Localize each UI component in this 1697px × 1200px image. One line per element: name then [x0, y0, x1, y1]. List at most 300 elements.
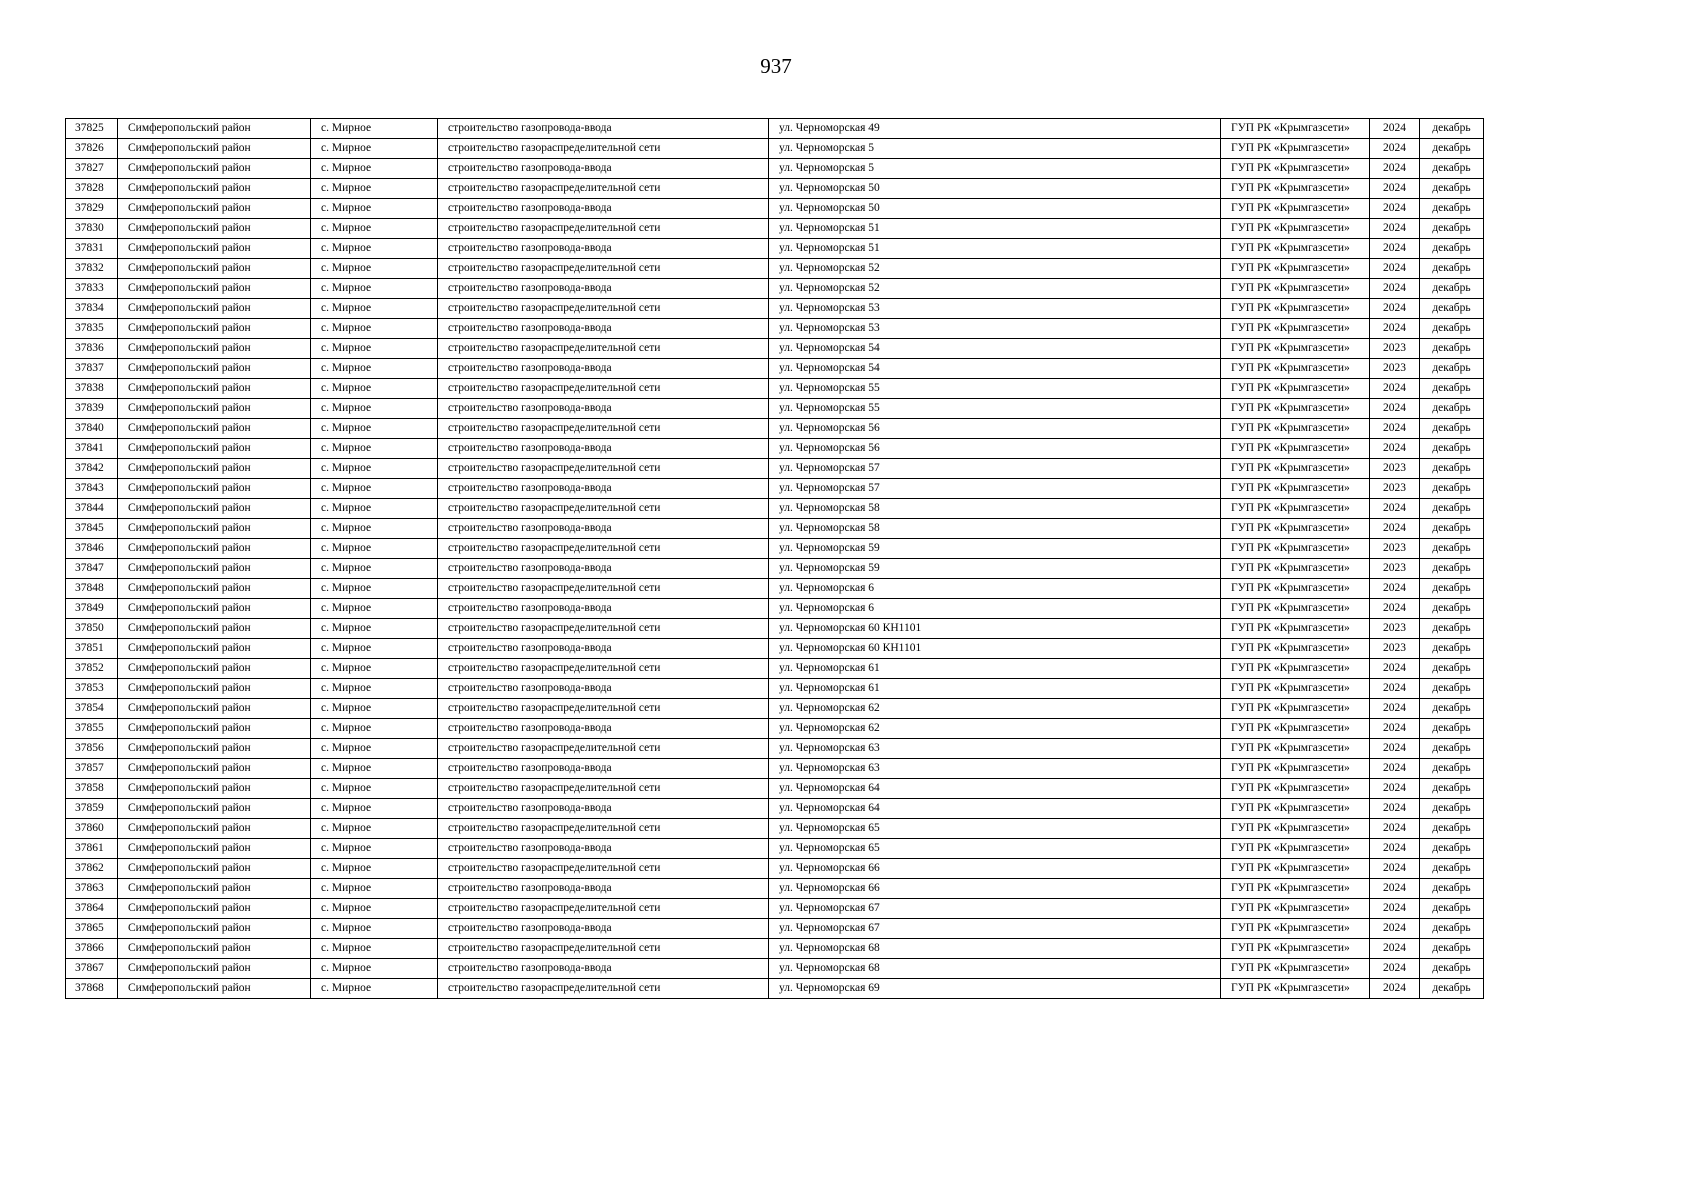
work-type-cell: строительство газопровода-ввода [438, 279, 769, 299]
row-number-cell: 37859 [66, 799, 118, 819]
month-cell: декабрь [1420, 379, 1484, 399]
work-type-cell: строительство газораспределительной сети [438, 619, 769, 639]
address-cell: ул. Черноморская 49 [769, 119, 1221, 139]
district-cell: Симферопольский район [118, 179, 311, 199]
district-cell: Симферопольский район [118, 379, 311, 399]
district-cell: Симферопольский район [118, 839, 311, 859]
work-type-cell: строительство газопровода-ввода [438, 679, 769, 699]
settlement-cell: с. Мирное [311, 459, 438, 479]
address-cell: ул. Черноморская 5 [769, 159, 1221, 179]
table-row [66, 539, 1484, 559]
district-cell: Симферопольский район [118, 159, 311, 179]
register-body [66, 119, 1484, 999]
year-cell: 2024 [1370, 819, 1420, 839]
row-number-cell: 37845 [66, 519, 118, 539]
row-number-cell: 37861 [66, 839, 118, 859]
district-cell: Симферопольский район [118, 799, 311, 819]
executor-cell: ГУП РК «Крымгазсети» [1221, 899, 1370, 919]
month-cell: декабрь [1420, 119, 1484, 139]
table-row [66, 179, 1484, 199]
row-number-cell: 37855 [66, 719, 118, 739]
month-cell: декабрь [1420, 579, 1484, 599]
settlement-cell: с. Мирное [311, 539, 438, 559]
settlement-cell: с. Мирное [311, 199, 438, 219]
district-cell: Симферопольский район [118, 899, 311, 919]
table-row [66, 639, 1484, 659]
row-number-cell: 37825 [66, 119, 118, 139]
table-row [66, 159, 1484, 179]
district-cell: Симферопольский район [118, 579, 311, 599]
executor-cell: ГУП РК «Крымгазсети» [1221, 799, 1370, 819]
settlement-cell: с. Мирное [311, 319, 438, 339]
year-cell: 2024 [1370, 859, 1420, 879]
settlement-cell: с. Мирное [311, 119, 438, 139]
settlement-cell: с. Мирное [311, 339, 438, 359]
year-cell: 2024 [1370, 659, 1420, 679]
work-type-cell: строительство газопровода-ввода [438, 759, 769, 779]
settlement-cell: с. Мирное [311, 279, 438, 299]
year-cell: 2024 [1370, 979, 1420, 999]
row-number-cell: 37827 [66, 159, 118, 179]
table-row [66, 459, 1484, 479]
executor-cell: ГУП РК «Крымгазсети» [1221, 439, 1370, 459]
row-number-cell: 37828 [66, 179, 118, 199]
district-cell: Симферопольский район [118, 279, 311, 299]
work-type-cell: строительство газораспределительной сети [438, 299, 769, 319]
settlement-cell: с. Мирное [311, 659, 438, 679]
address-cell: ул. Черноморская 64 [769, 799, 1221, 819]
table-row [66, 199, 1484, 219]
table-row [66, 259, 1484, 279]
table-row [66, 439, 1484, 459]
year-cell: 2024 [1370, 879, 1420, 899]
settlement-cell: с. Мирное [311, 799, 438, 819]
table-row [66, 559, 1484, 579]
row-number-cell: 37830 [66, 219, 118, 239]
year-cell: 2024 [1370, 779, 1420, 799]
executor-cell: ГУП РК «Крымгазсети» [1221, 619, 1370, 639]
executor-cell: ГУП РК «Крымгазсети» [1221, 179, 1370, 199]
work-type-cell: строительство газопровода-ввода [438, 559, 769, 579]
table-row [66, 319, 1484, 339]
address-cell: ул. Черноморская 50 [769, 199, 1221, 219]
row-number-cell: 37839 [66, 399, 118, 419]
month-cell: декабрь [1420, 279, 1484, 299]
work-type-cell: строительство газораспределительной сети [438, 259, 769, 279]
work-type-cell: строительство газораспределительной сети [438, 939, 769, 959]
settlement-cell: с. Мирное [311, 439, 438, 459]
executor-cell: ГУП РК «Крымгазсети» [1221, 459, 1370, 479]
address-cell: ул. Черноморская 56 [769, 419, 1221, 439]
settlement-cell: с. Мирное [311, 839, 438, 859]
district-cell: Симферопольский район [118, 659, 311, 679]
work-type-cell: строительство газопровода-ввода [438, 399, 769, 419]
settlement-cell: с. Мирное [311, 399, 438, 419]
table-row [66, 759, 1484, 779]
district-cell: Симферопольский район [118, 519, 311, 539]
address-cell: ул. Черноморская 6 [769, 579, 1221, 599]
month-cell: декабрь [1420, 979, 1484, 999]
work-type-cell: строительство газораспределительной сети [438, 379, 769, 399]
executor-cell: ГУП РК «Крымгазсети» [1221, 379, 1370, 399]
settlement-cell: с. Мирное [311, 379, 438, 399]
settlement-cell: с. Мирное [311, 519, 438, 539]
row-number-cell: 37829 [66, 199, 118, 219]
address-cell: ул. Черноморская 58 [769, 499, 1221, 519]
executor-cell: ГУП РК «Крымгазсети» [1221, 339, 1370, 359]
address-cell: ул. Черноморская 57 [769, 459, 1221, 479]
district-cell: Симферопольский район [118, 779, 311, 799]
address-cell: ул. Черноморская 53 [769, 319, 1221, 339]
year-cell: 2024 [1370, 399, 1420, 419]
work-type-cell: строительство газораспределительной сети [438, 899, 769, 919]
executor-cell: ГУП РК «Крымгазсети» [1221, 599, 1370, 619]
work-type-cell: строительство газопровода-ввода [438, 519, 769, 539]
table-row [66, 679, 1484, 699]
settlement-cell: с. Мирное [311, 499, 438, 519]
address-cell: ул. Черноморская 62 [769, 719, 1221, 739]
month-cell: декабрь [1420, 239, 1484, 259]
year-cell: 2024 [1370, 319, 1420, 339]
row-number-cell: 37833 [66, 279, 118, 299]
work-type-cell: строительство газопровода-ввода [438, 839, 769, 859]
month-cell: декабрь [1420, 839, 1484, 859]
row-number-cell: 37853 [66, 679, 118, 699]
executor-cell: ГУП РК «Крымгазсети» [1221, 499, 1370, 519]
month-cell: декабрь [1420, 319, 1484, 339]
work-type-cell: строительство газораспределительной сети [438, 499, 769, 519]
table-row [66, 119, 1484, 139]
table-row [66, 919, 1484, 939]
address-cell: ул. Черноморская 61 [769, 679, 1221, 699]
work-type-cell: строительство газопровода-ввода [438, 639, 769, 659]
row-number-cell: 37848 [66, 579, 118, 599]
settlement-cell: с. Мирное [311, 259, 438, 279]
work-type-cell: строительство газопровода-ввода [438, 119, 769, 139]
row-number-cell: 37844 [66, 499, 118, 519]
year-cell: 2024 [1370, 159, 1420, 179]
row-number-cell: 37846 [66, 539, 118, 559]
row-number-cell: 37868 [66, 979, 118, 999]
year-cell: 2024 [1370, 199, 1420, 219]
address-cell: ул. Черноморская 52 [769, 279, 1221, 299]
district-cell: Симферопольский район [118, 199, 311, 219]
work-type-cell: строительство газопровода-ввода [438, 919, 769, 939]
address-cell: ул. Черноморская 60 КН1101 [769, 639, 1221, 659]
address-cell: ул. Черноморская 63 [769, 759, 1221, 779]
settlement-cell: с. Мирное [311, 759, 438, 779]
executor-cell: ГУП РК «Крымгазсети» [1221, 479, 1370, 499]
month-cell: декабрь [1420, 399, 1484, 419]
address-cell: ул. Черноморская 51 [769, 239, 1221, 259]
row-number-cell: 37841 [66, 439, 118, 459]
row-number-cell: 37843 [66, 479, 118, 499]
row-number-cell: 37857 [66, 759, 118, 779]
settlement-cell: с. Мирное [311, 159, 438, 179]
district-cell: Симферопольский район [118, 419, 311, 439]
work-type-cell: строительство газопровода-ввода [438, 719, 769, 739]
district-cell: Симферопольский район [118, 459, 311, 479]
executor-cell: ГУП РК «Крымгазсети» [1221, 259, 1370, 279]
work-type-cell: строительство газопровода-ввода [438, 359, 769, 379]
work-type-cell: строительство газораспределительной сети [438, 419, 769, 439]
district-cell: Симферопольский район [118, 739, 311, 759]
table-row [66, 619, 1484, 639]
year-cell: 2024 [1370, 799, 1420, 819]
work-type-cell: строительство газопровода-ввода [438, 159, 769, 179]
month-cell: декабрь [1420, 799, 1484, 819]
executor-cell: ГУП РК «Крымгазсети» [1221, 119, 1370, 139]
row-number-cell: 37863 [66, 879, 118, 899]
row-number-cell: 37856 [66, 739, 118, 759]
settlement-cell: с. Мирное [311, 899, 438, 919]
address-cell: ул. Черноморская 59 [769, 539, 1221, 559]
table-row [66, 419, 1484, 439]
settlement-cell: с. Мирное [311, 739, 438, 759]
settlement-cell: с. Мирное [311, 699, 438, 719]
year-cell: 2024 [1370, 679, 1420, 699]
district-cell: Симферопольский район [118, 219, 311, 239]
month-cell: декабрь [1420, 559, 1484, 579]
year-cell: 2024 [1370, 919, 1420, 939]
address-cell: ул. Черноморская 50 [769, 179, 1221, 199]
address-cell: ул. Черноморская 55 [769, 379, 1221, 399]
month-cell: декабрь [1420, 859, 1484, 879]
address-cell: ул. Черноморская 61 [769, 659, 1221, 679]
month-cell: декабрь [1420, 639, 1484, 659]
row-number-cell: 37851 [66, 639, 118, 659]
month-cell: декабрь [1420, 499, 1484, 519]
executor-cell: ГУП РК «Крымгазсети» [1221, 939, 1370, 959]
address-cell: ул. Черноморская 64 [769, 779, 1221, 799]
row-number-cell: 37835 [66, 319, 118, 339]
year-cell: 2024 [1370, 439, 1420, 459]
settlement-cell: с. Мирное [311, 139, 438, 159]
settlement-cell: с. Мирное [311, 719, 438, 739]
row-number-cell: 37854 [66, 699, 118, 719]
district-cell: Симферопольский район [118, 619, 311, 639]
year-cell: 2024 [1370, 579, 1420, 599]
table-row [66, 939, 1484, 959]
row-number-cell: 37826 [66, 139, 118, 159]
settlement-cell: с. Мирное [311, 239, 438, 259]
address-cell: ул. Черноморская 67 [769, 919, 1221, 939]
year-cell: 2024 [1370, 499, 1420, 519]
district-cell: Симферопольский район [118, 439, 311, 459]
address-cell: ул. Черноморская 66 [769, 859, 1221, 879]
executor-cell: ГУП РК «Крымгазсети» [1221, 559, 1370, 579]
executor-cell: ГУП РК «Крымгазсети» [1221, 659, 1370, 679]
district-cell: Симферопольский район [118, 719, 311, 739]
address-cell: ул. Черноморская 59 [769, 559, 1221, 579]
executor-cell: ГУП РК «Крымгазсети» [1221, 719, 1370, 739]
month-cell: декабрь [1420, 959, 1484, 979]
month-cell: декабрь [1420, 699, 1484, 719]
year-cell: 2024 [1370, 959, 1420, 979]
work-type-cell: строительство газораспределительной сети [438, 699, 769, 719]
district-cell: Симферопольский район [118, 599, 311, 619]
month-cell: декабрь [1420, 519, 1484, 539]
executor-cell: ГУП РК «Крымгазсети» [1221, 279, 1370, 299]
year-cell: 2024 [1370, 719, 1420, 739]
year-cell: 2024 [1370, 419, 1420, 439]
settlement-cell: с. Мирное [311, 879, 438, 899]
row-number-cell: 37850 [66, 619, 118, 639]
district-cell: Симферопольский район [118, 339, 311, 359]
address-cell: ул. Черноморская 51 [769, 219, 1221, 239]
row-number-cell: 37858 [66, 779, 118, 799]
district-cell: Симферопольский район [118, 699, 311, 719]
row-number-cell: 37865 [66, 919, 118, 939]
table-row [66, 479, 1484, 499]
table-row [66, 899, 1484, 919]
district-cell: Симферопольский район [118, 139, 311, 159]
year-cell: 2024 [1370, 299, 1420, 319]
work-type-cell: строительство газораспределительной сети [438, 539, 769, 559]
table-row [66, 739, 1484, 759]
year-cell: 2023 [1370, 619, 1420, 639]
month-cell: декабрь [1420, 219, 1484, 239]
district-cell: Симферопольский район [118, 119, 311, 139]
month-cell: декабрь [1420, 879, 1484, 899]
row-number-cell: 37849 [66, 599, 118, 619]
settlement-cell: с. Мирное [311, 559, 438, 579]
executor-cell: ГУП РК «Крымгазсети» [1221, 679, 1370, 699]
month-cell: декабрь [1420, 479, 1484, 499]
executor-cell: ГУП РК «Крымгазсети» [1221, 139, 1370, 159]
year-cell: 2024 [1370, 259, 1420, 279]
executor-cell: ГУП РК «Крымгазсети» [1221, 219, 1370, 239]
settlement-cell: с. Мирное [311, 419, 438, 439]
address-cell: ул. Черноморская 57 [769, 479, 1221, 499]
district-cell: Симферопольский район [118, 499, 311, 519]
year-cell: 2023 [1370, 639, 1420, 659]
year-cell: 2023 [1370, 479, 1420, 499]
executor-cell: ГУП РК «Крымгазсети» [1221, 359, 1370, 379]
district-cell: Симферопольский район [118, 559, 311, 579]
work-type-cell: строительство газопровода-ввода [438, 479, 769, 499]
district-cell: Симферопольский район [118, 879, 311, 899]
address-cell: ул. Черноморская 68 [769, 939, 1221, 959]
work-type-cell: строительство газопровода-ввода [438, 439, 769, 459]
month-cell: декабрь [1420, 619, 1484, 639]
month-cell: декабрь [1420, 759, 1484, 779]
executor-cell: ГУП РК «Крымгазсети» [1221, 519, 1370, 539]
executor-cell: ГУП РК «Крымгазсети» [1221, 239, 1370, 259]
district-cell: Симферопольский район [118, 299, 311, 319]
district-cell: Симферопольский район [118, 979, 311, 999]
address-cell: ул. Черноморская 54 [769, 359, 1221, 379]
settlement-cell: с. Мирное [311, 819, 438, 839]
year-cell: 2024 [1370, 239, 1420, 259]
month-cell: декабрь [1420, 339, 1484, 359]
year-cell: 2023 [1370, 359, 1420, 379]
row-number-cell: 37834 [66, 299, 118, 319]
month-cell: декабрь [1420, 439, 1484, 459]
month-cell: декабрь [1420, 159, 1484, 179]
work-type-cell: строительство газопровода-ввода [438, 599, 769, 619]
year-cell: 2023 [1370, 559, 1420, 579]
settlement-cell: с. Мирное [311, 359, 438, 379]
year-cell: 2023 [1370, 539, 1420, 559]
work-type-cell: строительство газораспределительной сети [438, 219, 769, 239]
table-row [66, 719, 1484, 739]
district-cell: Симферопольский район [118, 479, 311, 499]
executor-cell: ГУП РК «Крымгазсети» [1221, 779, 1370, 799]
district-cell: Симферопольский район [118, 639, 311, 659]
table-row [66, 299, 1484, 319]
table-row [66, 579, 1484, 599]
executor-cell: ГУП РК «Крымгазсети» [1221, 959, 1370, 979]
executor-cell: ГУП РК «Крымгазсети» [1221, 199, 1370, 219]
district-cell: Симферопольский район [118, 959, 311, 979]
settlement-cell: с. Мирное [311, 619, 438, 639]
district-cell: Симферопольский район [118, 759, 311, 779]
address-cell: ул. Черноморская 56 [769, 439, 1221, 459]
address-cell: ул. Черноморская 65 [769, 819, 1221, 839]
district-cell: Симферопольский район [118, 539, 311, 559]
district-cell: Симферопольский район [118, 359, 311, 379]
settlement-cell: с. Мирное [311, 959, 438, 979]
work-type-cell: строительство газораспределительной сети [438, 339, 769, 359]
district-cell: Симферопольский район [118, 939, 311, 959]
settlement-cell: с. Мирное [311, 679, 438, 699]
work-type-cell: строительство газораспределительной сети [438, 979, 769, 999]
row-number-cell: 37847 [66, 559, 118, 579]
executor-cell: ГУП РК «Крымгазсети» [1221, 419, 1370, 439]
work-type-cell: строительство газопровода-ввода [438, 239, 769, 259]
table-row [66, 399, 1484, 419]
table-row [66, 519, 1484, 539]
month-cell: декабрь [1420, 359, 1484, 379]
address-cell: ул. Черноморская 66 [769, 879, 1221, 899]
table-row [66, 359, 1484, 379]
gasification-register-table [65, 118, 1484, 999]
work-type-cell: строительство газораспределительной сети [438, 819, 769, 839]
settlement-cell: с. Мирное [311, 179, 438, 199]
row-number-cell: 37842 [66, 459, 118, 479]
executor-cell: ГУП РК «Крымгазсети» [1221, 919, 1370, 939]
year-cell: 2024 [1370, 739, 1420, 759]
settlement-cell: с. Мирное [311, 479, 438, 499]
year-cell: 2024 [1370, 599, 1420, 619]
month-cell: декабрь [1420, 419, 1484, 439]
row-number-cell: 37831 [66, 239, 118, 259]
executor-cell: ГУП РК «Крымгазсети» [1221, 759, 1370, 779]
work-type-cell: строительство газораспределительной сети [438, 659, 769, 679]
settlement-cell: с. Мирное [311, 599, 438, 619]
district-cell: Симферопольский район [118, 399, 311, 419]
year-cell: 2024 [1370, 839, 1420, 859]
work-type-cell: строительство газораспределительной сети [438, 859, 769, 879]
settlement-cell: с. Мирное [311, 639, 438, 659]
address-cell: ул. Черноморская 67 [769, 899, 1221, 919]
row-number-cell: 37864 [66, 899, 118, 919]
month-cell: декабрь [1420, 719, 1484, 739]
executor-cell: ГУП РК «Крымгазсети» [1221, 739, 1370, 759]
month-cell: декабрь [1420, 179, 1484, 199]
row-number-cell: 37866 [66, 939, 118, 959]
district-cell: Симферопольский район [118, 679, 311, 699]
row-number-cell: 37832 [66, 259, 118, 279]
page-number: 937 [760, 54, 792, 78]
table-row [66, 379, 1484, 399]
row-number-cell: 37867 [66, 959, 118, 979]
year-cell: 2024 [1370, 279, 1420, 299]
work-type-cell: строительство газораспределительной сети [438, 179, 769, 199]
row-number-cell: 37838 [66, 379, 118, 399]
district-cell: Симферопольский район [118, 919, 311, 939]
